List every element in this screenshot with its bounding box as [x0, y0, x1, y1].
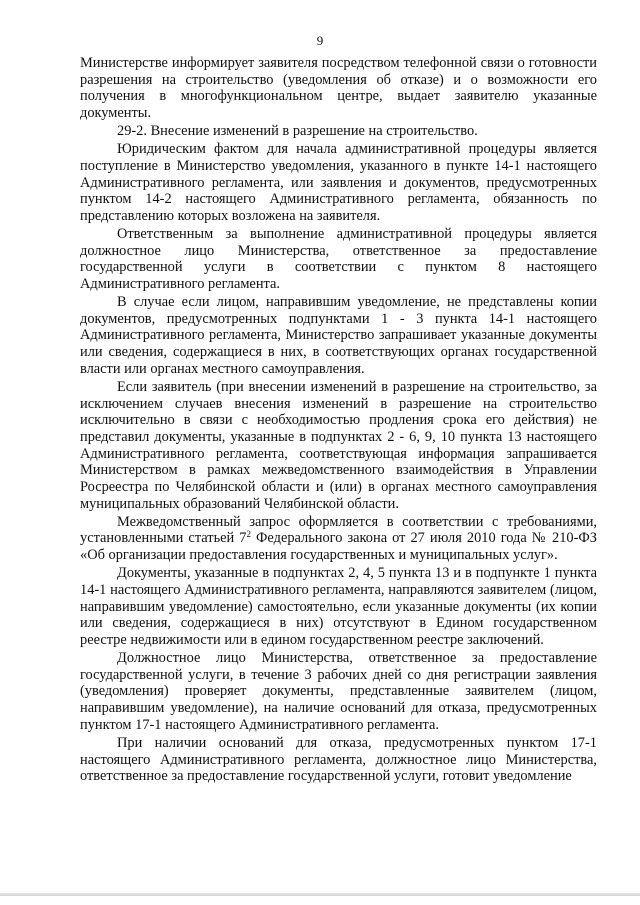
- paragraph-legal-fact: Юридическим фактом для начала административной процедуры является поступление в Министерство уведомления, указанного в пункте 14-1 настоящего Административного регламента, или заявления и документов, предусмотренных пунктом 14-2 настоящего Административного регламента, обязанность по представлению которых возложена на заявителя.: [80, 141, 597, 224]
- request-form-text-end: Федерального закона от 27 июля 2010 года № 210-ФЗ «Об организации предоставления государственных и муниципальных услуг».: [80, 530, 597, 564]
- paragraph-interagency-request: Если заявитель (при внесении изменений в разрешение на строительство, за исключением случаев внесения изменений в разрешение на строительство исключительно в связи с необходимостью продления срока его действия) не представил документы, указанные в подпунктах 2 - 6, 9, 10 пункта 13 настоящего Административного регламента, соответствующая информация запрашивается Министерством в рамках межведомственного взаимодействия в Управлении Росреестра по Челябинской области и (или) в органах местного самоуправления муниципальных образований Челябинской области.: [80, 378, 597, 512]
- scan-bottom-edge: [0, 893, 640, 896]
- paragraph-missing-copies: В случае если лицом, направившим уведомление, не представлены копии документов, предусмотренных подпунктами 1 - 3 пункта 14-1 настоящего Административного регламента, Министерство запрашивает указанные документы или сведения, содержащиеся в них, в соответствующих органах государственной власти или органах местного самоуправления.: [80, 294, 597, 377]
- section-heading: 29-2. Внесение изменений в разрешение на строительство.: [117, 123, 478, 140]
- document-body: [80, 55, 597, 786]
- article-superscript: 2: [246, 529, 251, 540]
- page-number: 9: [316, 33, 324, 48]
- paragraph-request-form: [80, 514, 597, 564]
- paragraph-documents-submitted: Документы, указанные в подпунктах 2, 4, 5 пункта 13 и в подпункте 1 пункта 14-1 настоящего Административного регламента, направляются заявителем (лицом, направившим уведомление) самостоятельно, если указанные документы (их копии или сведения, содержащиеся в них) отсутствуют в Едином государственном реестре недвижимости или в едином государственном реестре заключений.: [80, 565, 597, 648]
- paragraph-refusal-grounds: При наличии оснований для отказа, предусмотренных пунктом 17-1 настоящего Административного регламента, должностное лицо Министерства, ответственное за предоставление государственной услуги, готовит уведомление: [80, 734, 597, 785]
- paragraph-continuation: Министерстве информирует заявителя посредством телефонной связи о готовности разрешения на строительство (уведомления об отказе) и о возможности его получения в многофункциональном центре, выдает заявителю указанные документы.: [80, 55, 597, 122]
- paragraph-responsible-official: Ответственным за выполнение административной процедуры является должностное лицо Министерства, ответственное за предоставление государственной услуги в соответствии с пунктом 8 настоящего Административного регламента.: [80, 225, 597, 293]
- paragraph-verification: Должностное лицо Министерства, ответственное за предоставление государственной услуги, в течение 3 рабочих дней со дня регистрации заявления (уведомления) проверяет документы, представленные заявителем (лицом, направившим уведомление), на наличие оснований для отказа, предусмотренных пунктом 17-1 настоящего Административного регламента.: [80, 649, 597, 733]
- request-form-text-start: Межведомственный запрос оформляется в соответствии с требованиями, установленными статьей 7: [80, 513, 597, 547]
